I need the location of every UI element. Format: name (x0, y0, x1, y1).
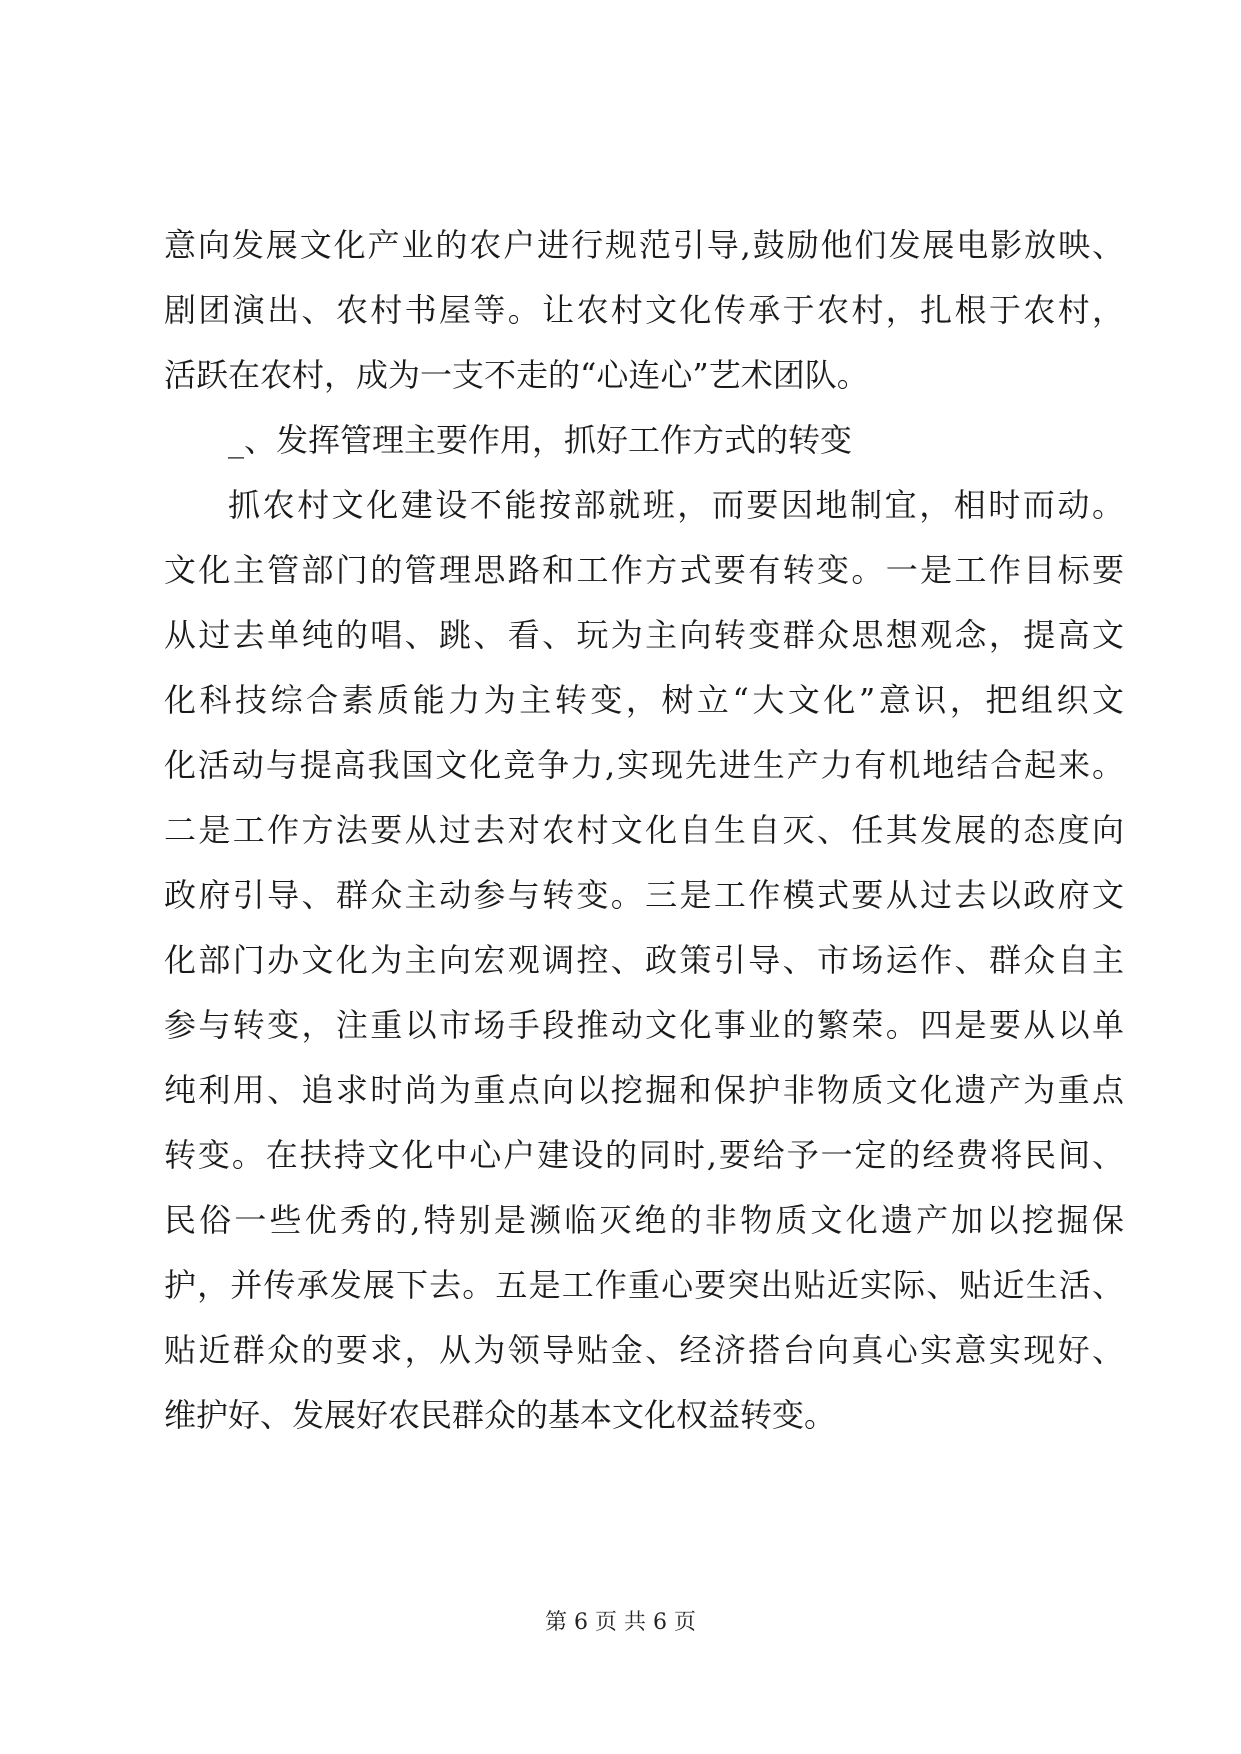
text-line: 政府引导、群众主动参与转变。三是工作模式要从过去以政府文 (164, 876, 1124, 914)
text-line: 二是工作方法要从过去对农村文化自生自灭、任其发展的态度向 (164, 811, 1124, 849)
text-line: 抓农村文化建设不能按部就班，而要因地制宜，相时而动。 (228, 486, 1124, 524)
text-line: 转变。在扶持文化中心户建设的同时,要给予一定的经费将民间、 (164, 1136, 1124, 1174)
text-line: 化活动与提高我国文化竞争力,实现先进生产力有机地结合起来。 (164, 746, 1124, 784)
text-line: 活跃在农村，成为一支不走的“心连心”艺术团队。 (164, 356, 869, 394)
text-line: 从过去单纯的唱、跳、看、玩为主向转变群众思想观念，提高文 (164, 616, 1124, 654)
text-line: 参与转变，注重以市场手段推动文化事业的繁荣。四是要从以单 (164, 1006, 1124, 1044)
text-line: 护，并传承发展下去。五是工作重心要突出贴近实际、贴近生活、 (164, 1266, 1124, 1304)
section-heading: _、发挥管理主要作用，抓好工作方式的转变 (228, 421, 853, 459)
page-number-footer: 第 6 页 共 6 页 (545, 1610, 696, 1635)
text-line: 贴近群众的要求，从为领导贴金、经济搭台向真心实意实现好、 (164, 1331, 1124, 1369)
text-line: 化科技综合素质能力为主转变，树立“大文化”意识，把组织文 (164, 681, 1124, 719)
text-line: 意向发展文化产业的农户进行规范引导,鼓励他们发展电影放映、 (164, 226, 1124, 264)
text-line: 纯利用、追求时尚为重点向以挖掘和保护非物质文化遗产为重点 (164, 1071, 1124, 1109)
text-line: 化部门办文化为主向宏观调控、政策引导、市场运作、群众自主 (164, 941, 1124, 979)
text-line: 维护好、发展好农民群众的基本文化权益转变。 (164, 1396, 837, 1434)
text-line: 剧团演出、农村书屋等。让农村文化传承于农村，扎根于农村， (164, 291, 1124, 329)
text-line: 民俗一些优秀的,特别是濒临灭绝的非物质文化遗产加以挖掘保 (164, 1201, 1124, 1239)
text-line: 文化主管部门的管理思路和工作方式要有转变。一是工作目标要 (164, 551, 1124, 589)
